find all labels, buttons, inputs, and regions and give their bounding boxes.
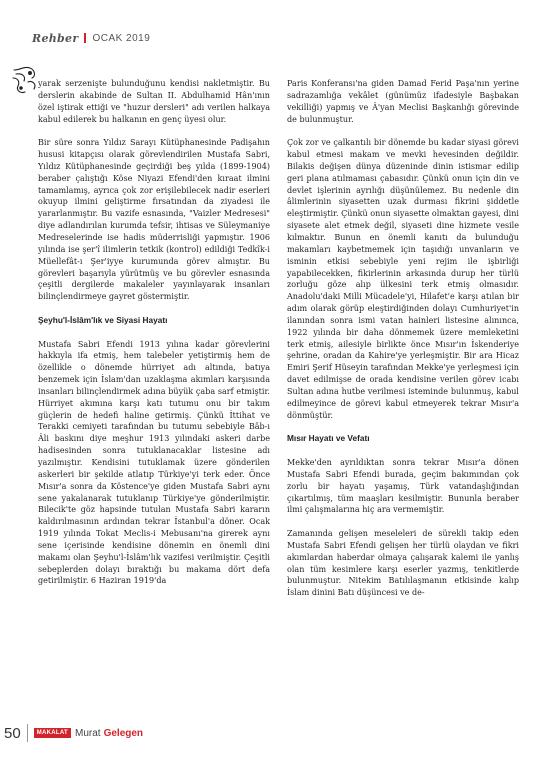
floral-corner-ornament-icon — [10, 64, 40, 98]
issue-date: OCAK 2019 — [92, 32, 151, 44]
page-number: 50 — [4, 724, 21, 742]
magazine-brand: Rehber — [32, 31, 79, 45]
paragraph: Çok zor ve çalkantılı bir dönemde bu kadar siyasi görevi kabul etmesi makam ve mevki hevesinden değildir. Bilakis değişen dünya düzeninde dinin istismar edilip geri plana atılmaması çabasıdır. Çünkü onun için din ve devlet işlerinin ayrılığı düşünülemez. Bu nedenle din âlimlerinin siyasetten uzak durması fikrini şiddetle eleştirmiştir. Çünkü onun siyasette olmaktan gayesi, dini siyasete alet etmek değil, siyaseti dine hizmete vesile kılmaktır. Bunun en önemli kanıtı da bulunduğu makamları kaybetmemek için taşıdığı unvanların ve isminin etkisi sebebiyle yeni rejim ile işbirliği yapabilecekken, fikirlerinin arkasında durup her türlü zorluğu göze alıp ülkesini terk etmiş olmasıdır. Anadolu'daki Milli Mücadele'yi, Hilafet'e karşı atılan bir adım olarak görüp eleştirdiğinden dolayı Cumhuriyet'in ilanından sonra ismi vatan hainleri listesine alınınca, 1922 yılında bir daha dönmemek üzere memleketini terk etmiş, ailesiyle birlikte önce Mısır'ın İskenderiye şehrine, oradan da Kahire'ye yerleşmiştir. Bir ara Hicaz Emiri Şerif Hüseyin tarafından Mekke'ye yerleşmesi için davet edilmişse de orada kendisine verilen görev icabı Sultan adına hutbe verilmesi isteminde bulunmuş, kabul edilmeyince de görevi kabul etmeyerek tekrar Mısır'a dönmüştür. — [287, 138, 519, 420]
paragraph: Zamanında gelişen meseleleri de sürekli takip eden Mustafa Sabri Efendi gelişen her türlü olaydan ve fikri akımlardan haberdar olmaya çalışarak kalemi ile yanlış olan tüm kesimlere karşı eserler yazmış, tenkitlerde bulunmuştur. Nitekim Batılılaşmanın etkisinde kalıp İslam dinini Batı düşüncesi ve de- — [287, 529, 519, 598]
article-column-right — [287, 78, 519, 611]
paragraph: Bir süre sonra Yıldız Sarayı Kütüphanesinde Padişahın hususi kitapçısı olarak görevlendirilen Mustafa Sabri, Yıldız Kütüphanesinde geçirdiği beş yılda (1899-1904) beraber çalıştığı Köse Niyazi Efendi'den kıraat ilmini tamamlamış, ayrıca çok zor erişilebilecek nadir eserleri okuyup ilmini geliştirme fırsatından da ziyadesi ile yararlanmıştır. Bu vazife esnasında, "Vaizler Medresesi" diye adlandırılan kurumda tefsir, ihtisas ve Süleymaniye Medreselerinde ise hadis müderrisliği yapmıştır. 1906 yılında ise şer'î ilimlerin tetkik (kontrol) edildiği Tedkîk-i Müellefât-ı Şer'iyye kurumunda görev almıştır. Bu görevleri başarıyla yürütmüş ve bu görevler esnasında çeşitli dergilerde makaleler yayınlayarak insanları bilinçlendirmeye gayret göstermiştir. — [38, 138, 270, 302]
author-first-name: Murat — [75, 727, 101, 739]
page-header — [32, 30, 150, 46]
paragraph: Mekke'den ayrıldıktan sonra tekrar Mısır'a dönen Mustafa Sabri Efendi burada, geçim bakımından çok zorlu bir hayatı yaşamış, Türk vatandaşlığından çıkartılmış, tüm maaşları kesilmiştir. Bununla beraber ilmi çalışmalarına hiç ara vermemiştir. — [287, 458, 519, 515]
article-column-left — [38, 78, 270, 599]
author-last-name: Gelegen — [103, 727, 144, 739]
section-heading: Şeyhu'l-İslâm'lık ve Siyasi Hayatı — [38, 314, 168, 325]
paragraph: Mustafa Sabri Efendi 1913 yılına kadar görevlerini hakkıyla ifa etmiş, hem talebeler yetiştirmiş hem de özellikle o dönemde hürriyet adı altında, batıya benzemek için İslam'dan uzaklaşma akımları karşısında insanları bilinçlendirmek adına büyük çaba sarf etmiştir. Hürriyet akımına karşı katı tutumu onu bir takım güçlerin de hedefi haline getirmiş. Çünkü İttihat ve Terakki cemiyeti tarafından bu tutumu sebebiyle Bâb-ı Âli baskını diye meşhur 1913 yılındaki askeri darbe hadisesinden sonra tutuklanacaklar listesine adı yazılmıştır. Kendisini tutuklamak üzere gönderilen askerleri bir şekilde atlatıp Türkiye'yi terk eder. Önce Mısır'a sonra da Köstence'ye giden Mustafa Sabri aynı sene yakalanarak tutuklanıp Türkiye'ye gönderilmiştir. Bilecik'te göz hapsinde tutulan Mustafa Sabri kararın kaldırılmasının ardından tekrar İstanbul'a döner. Ocak 1919 yılında Tokat Meclis-i Mebusanı'na girerek aynı sene içerisinde kendisine dönemin en önemli dini makamı olan Şeyhu'l-İslâm'lık vazifesi verilmiştir. Çeşitli sebeplerden dolayı bıraktığı bu makama dört defa getirilmiştir. 6 Haziran 1919'da — [38, 339, 270, 586]
paragraph: Paris Konferansı'na giden Damad Ferid Paşa'nın yerine sadrazamlığa vekâlet (günümüz ifadesiyle Başbakan vekilliği) yapmış ve Â'yan Meclisi Başkanlığı görevinde de bulunmuştur. — [287, 79, 519, 124]
header-separator — [84, 33, 86, 43]
section-tag: MAKALAT — [34, 728, 71, 738]
footer-divider — [27, 724, 28, 742]
section-heading: Mısır Hayatı ve Vefatı — [287, 433, 370, 444]
paragraph: yarak serzenişte bulunduğunu kendisi nakletmiştir. Bu derslerin akabinde de Sultan II. Abdulhamid Hân'ının özel iştirak ettiği ve "huzur dersleri" adı verilen halkaya kabul edilerek bu halkanın en genç üyesi olur. — [38, 79, 270, 124]
page-footer — [4, 724, 143, 742]
